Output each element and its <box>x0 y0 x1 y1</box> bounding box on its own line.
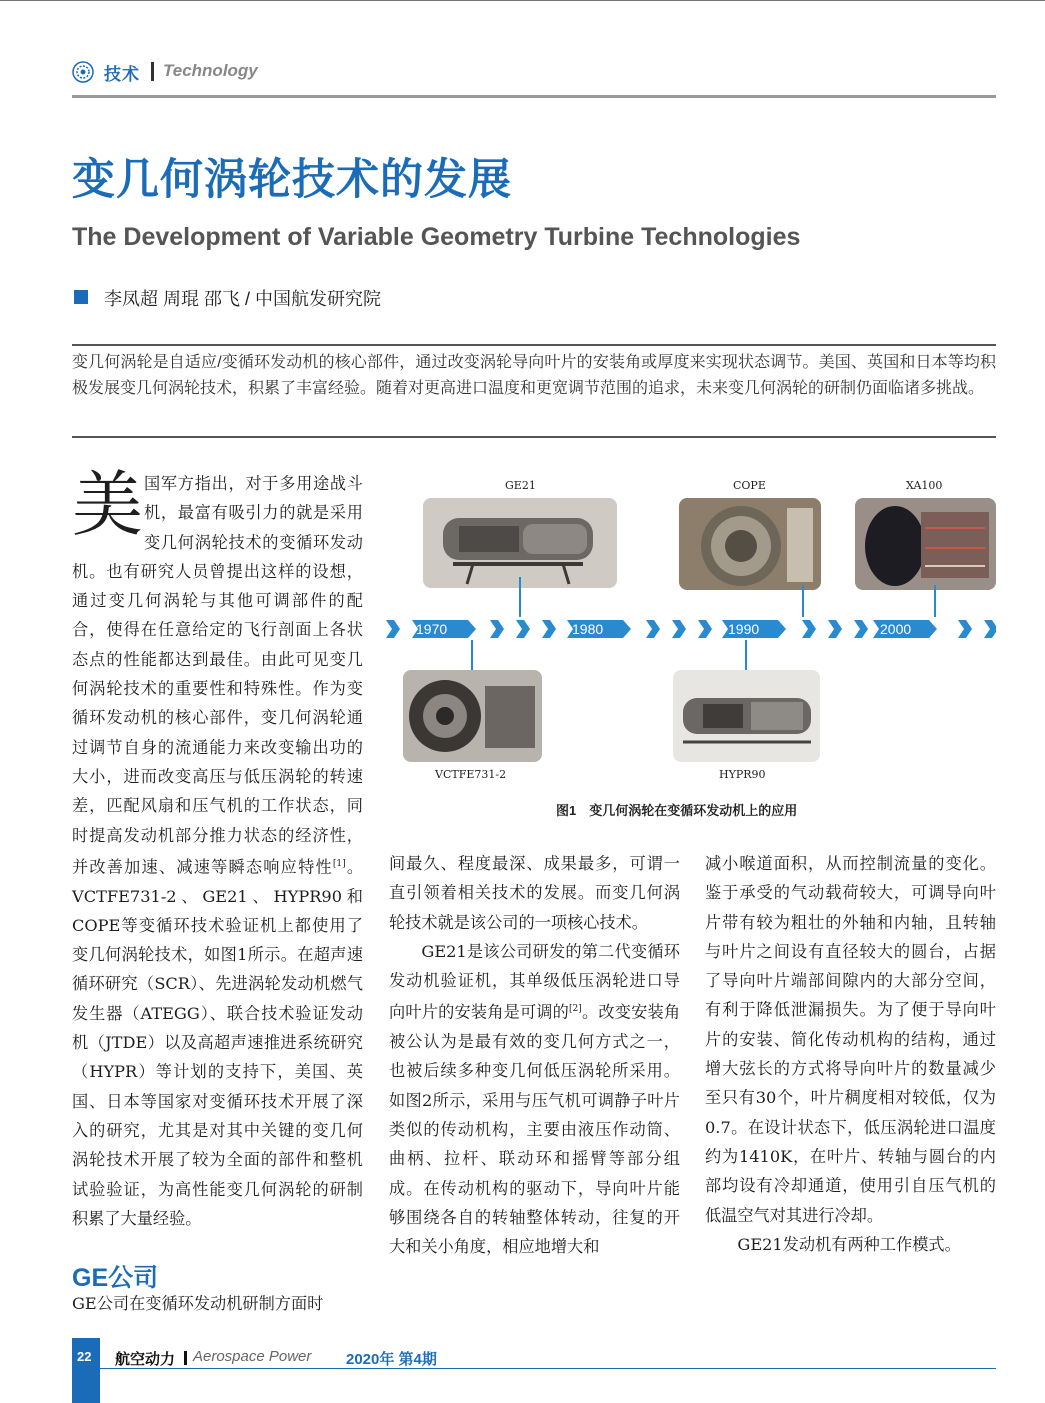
timeline-year: 1980 <box>572 621 604 637</box>
section-logo-icon <box>72 61 94 83</box>
hypr90-engine-photo <box>673 670 820 762</box>
paragraph: 。VCTFE731-2、GE21、HYPR90和COPE等变循环技术验证机上都使用了变几何涡轮技术，如图1所示。在超声速循环研究（SCR）、先进涡轮发动机燃气发生器（ATEGG）、联合技术验证发动机（JTDE）以及高超声速推进系统研究（HYPR）等计划的支持下，美国、英国、日本等国家对变循环技术开展了深入的研究，尤其是对其中关键的变几何涡轮技术开展了较为全面的部件和整机试验验证，为高性能变几何涡轮的研制积累了大量经验。 <box>72 857 363 1228</box>
article-title-en: The Development of Variable Geometry Turbine Technologies <box>72 223 801 251</box>
citation-ref: [1] <box>332 858 346 869</box>
timeline-chevron <box>802 620 816 638</box>
journal-name: 航空动力 <box>115 1351 176 1368</box>
timeline-connector <box>934 585 936 617</box>
footer-rule <box>100 1368 996 1369</box>
drop-cap: 美 <box>72 463 144 546</box>
body-column-3 <box>705 849 996 1259</box>
body-column-2 <box>389 849 680 1262</box>
paragraph: 间最久、程度最深、成果最多，可谓一直引领着相关技术的发展。而变几何涡轮技术就是该公司的一项核心技术。 <box>389 854 680 932</box>
header-rule <box>72 95 996 98</box>
timeline-connector <box>745 640 747 674</box>
timeline-chevron <box>646 620 660 638</box>
author-marker <box>74 290 88 304</box>
article-title: 变几何涡轮技术的发展 <box>72 156 512 204</box>
timeline-connector <box>471 640 473 674</box>
paragraph: 减小喉道面积，从而控制流量的变化。鉴于承受的气动载荷较大，可调导向叶片带有较为粗壮的外轴和内轴，且转轴与叶片之间设有直径较大的圆台，占据了导向叶片端部间隙内的大部分空间，有利于降低泄漏损失。为了便于导向叶片的安装、简化传动机构的结构，通过增大弦长的方式将导向叶片的数量减少至只有30个，叶片稠度相对较低，仅为0.7。在设计状态下，低压涡轮进口温度约为1410K，在叶片、转轴与圆台的内部均设有冷却通道，使用引自压气机的低温空气对其进行冷却。 <box>705 854 996 1225</box>
timeline-chevron <box>984 620 996 638</box>
timeline-connector <box>519 577 521 617</box>
timeline-chevron <box>386 620 400 638</box>
section-heading: GE公司 <box>72 1264 159 1292</box>
footer-bar <box>72 1338 100 1403</box>
journal-separator <box>184 1351 187 1365</box>
timeline-chevron <box>854 620 868 638</box>
journal-name-en: Aerospace Power <box>193 1348 312 1365</box>
section-label-en: Technology <box>163 61 258 80</box>
figure-label-hypr90: HYPR90 <box>719 768 766 781</box>
timeline-chevron <box>516 620 530 638</box>
paragraph: GE公司在变循环发动机研制方面时 <box>72 1294 324 1313</box>
section-label: 技术 <box>104 65 140 84</box>
timeline-chevron <box>828 620 842 638</box>
timeline-year: 2000 <box>880 621 912 637</box>
timeline-chevron <box>490 620 504 638</box>
timeline-connector <box>802 585 804 617</box>
timeline-chevron <box>672 620 686 638</box>
figure-label-xa100: XA100 <box>906 479 943 492</box>
timeline-year: 1990 <box>728 621 760 637</box>
timeline-chevron <box>542 620 556 638</box>
journal-issue: 2020年 第4期 <box>346 1351 437 1368</box>
ge21-engine-photo <box>423 498 617 588</box>
page-number: 22 <box>77 1349 92 1364</box>
citation-ref: [2] <box>569 1004 582 1015</box>
timeline-chevron <box>698 620 712 638</box>
author-line: 李凤超 周琨 邵飞 / 中国航发研究院 <box>104 289 382 309</box>
paragraph: GE21发动机有两种工作模式。 <box>737 1234 961 1254</box>
figure-label-cope: COPE <box>733 479 766 492</box>
figure-caption: 图1 变几何涡轮在变循环发动机上的应用 <box>556 803 798 818</box>
abstract-rule-bottom <box>72 436 996 438</box>
top-rule <box>0 0 1045 1</box>
figure-label-vctfe: VCTFE731-2 <box>435 768 507 781</box>
xa100-engine-photo <box>855 498 996 590</box>
vctfe-engine-photo <box>403 670 542 762</box>
paragraph: 国军方指出，对于多用途战斗机，最富有吸引力的就是采用变几何涡轮技术的变循环发动机。也有研究人员曾提出这样的设想，通过变几何涡轮与其他可调部件的配合，使得在任意给定的飞行剖面上各状态点的性能都达到最佳。由此可见变几何涡轮技术的重要性和特殊性。作为变循环发动机的核心部件，变几何涡轮通过调节自身的流通能力来改变输出功的大小，进而改变高压与低压涡轮的转速差，匹配风扇和压气机的工作状态，同时提高发动机部分推力状态的经济性，并改善加速、减速等瞬态响应特性 <box>72 474 363 877</box>
section-divider <box>151 62 154 81</box>
timeline-chevron <box>958 620 972 638</box>
abstract-rule-top <box>72 344 996 346</box>
paragraph: GE21是该公司研发的第二代变循环发动机验证机，其单级低压涡轮进口导向叶片的安装角是可调的[2]。改变安装角被公认为是最有效的变几何方式之一，也被后续多种变几何低压涡轮所采用。如图2所示，采用与压气机可调静子叶片类似的传动机构，主要由液压作动筒、曲柄、拉杆、联动环和摇臂等部分组成。在传动机构的驱动下，导向叶片能够围绕各自的转轴整体转动，往复的开大和关小角度，相应地增大和 <box>389 941 681 1257</box>
abstract: 变几何涡轮是自适应/变循环发动机的核心部件，通过改变涡轮导向叶片的安装角或厚度来实现状态调节。美国、英国和日本等均积极发展变几何涡轮技术，积累了丰富经验。随着对更高进口温度和更宽调节范围的追求，未来变几何涡轮的研制仍面临诸多挑战。 <box>72 354 996 397</box>
body-column-1 <box>72 463 363 1233</box>
timeline-year: 1970 <box>416 621 448 637</box>
figure-label-ge21: GE21 <box>505 479 536 492</box>
cope-engine-photo <box>679 498 821 590</box>
